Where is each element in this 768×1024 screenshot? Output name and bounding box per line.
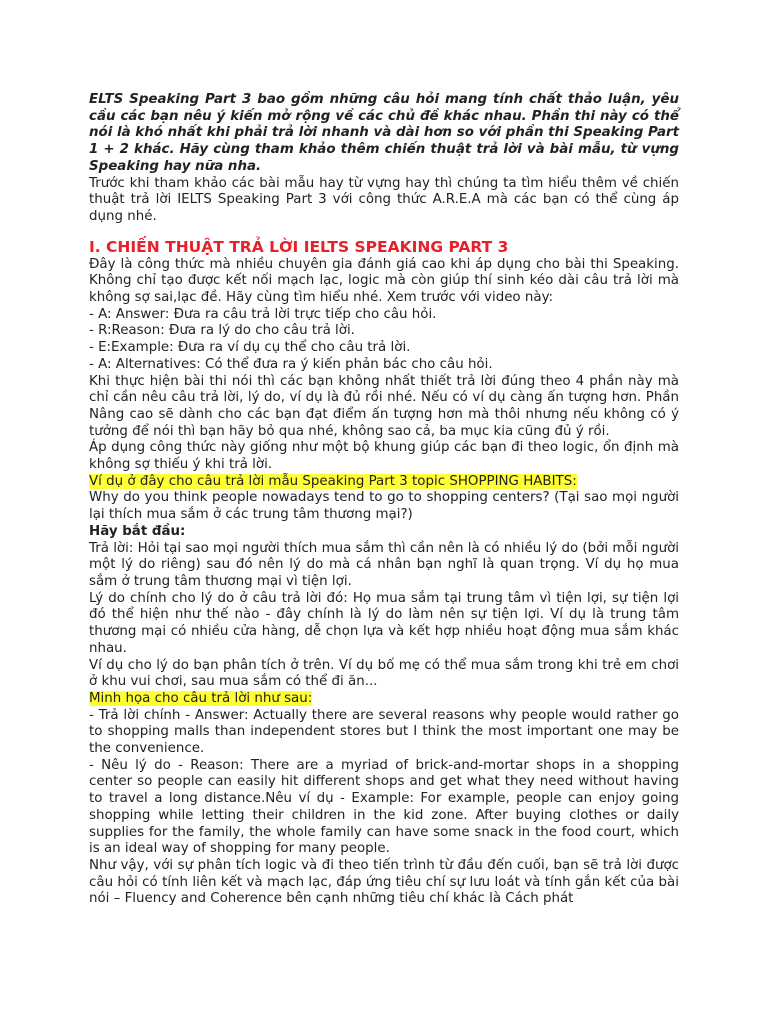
sample-reason-example: - Nêu lý do - Reason: There are a myriad of brick-and-mortar shops in a shopping center so people can easily hit different shops and get what they need without having to travel a long distance.Nêu ví dụ - Example: For example, people can enjoy going shopping while letting their children in the kid zone. After buying clothes or daily supplies for the family, the whole family can have some snack in the food court, which is an ideal way of shopping for many people. — [89, 757, 679, 857]
sample-answer: - Trả lời chính - Answer: Actually there are several reasons why people would rather go to shopping malls than independent stores but I think the most important one may be the convenience. — [89, 707, 679, 757]
section-heading: I. CHIẾN THUẬT TRẢ LỜI IELTS SPEAKING PART 3 — [89, 237, 509, 256]
sample-question: Why do you think people nowadays tend to go to shopping centers? (Tại sao mọi người lại thích mua sắm ở các trung tâm thương mại?) — [89, 490, 679, 523]
intro-paragraph: ELTS Speaking Part 3 bao gồm những câu hỏi mang tính chất thảo luận, yêu cầu các bạn nêu ý kiến mở rộng về các chủ đề khác nhau. Phần thi này có thể nói là khó nhất khi phải trả lời nhanh và dài hơn so với phần thi Speaking Part 1 + 2 khác. Hãy cùng tham khảo thêm chiến thuật trả lời và bài mẫu, từ vựng Speaking hay nữa nha. — [89, 92, 679, 174]
reason-paragraph: Lý do chính cho lý do ở câu trả lời đó: Họ mua sắm tại trung tâm vì tiện lợi, sự tiện lợi đó thể hiện như thế nào - đây chính là lý do làm nên sự tiện lợi. Ví dụ là trung tâm thương mại có nhiều cửa hàng, dễ chọn lựa và kết hợp nhiều hoạt động mua sắm khác nhau. — [89, 590, 679, 656]
example-paragraph: Ví dụ cho lý do bạn phân tích ở trên. Ví dụ bố mẹ có thể mua sắm trong khi trẻ em chơi ở khu vui chơi, sau mua sắm có thể đi ăn... — [89, 657, 679, 690]
list-item: - A: Answer: Đưa ra câu trả lời trực tiếp cho câu hỏi. — [89, 306, 437, 322]
list-item: - R:Reason: Đưa ra lý do cho câu trả lời. — [89, 323, 355, 339]
list-item: - A: Alternatives: Có thể đưa ra ý kiến phản bác cho câu hỏi. — [89, 356, 493, 372]
start-label: Hãy bắt đầu: — [89, 523, 186, 539]
document-page — [89, 92, 679, 908]
list-item: - E:Example: Đưa ra ví dụ cụ thể cho câu trả lời. — [89, 340, 411, 356]
area-description: Đây là công thức mà nhiều chuyên gia đánh giá cao khi áp dụng cho bài thi Speaking. Không chỉ tạo được kết nối mạch lạc, logic mà còn giúp thí sinh kéo dài câu trả lời mà không sợ sai,lạc đề. Hãy cùng tìm hiểu nhé. Xem trước với video này: — [89, 256, 679, 306]
intro-paragraph-2: Trước khi tham khảo các bài mẫu hay từ vựng hay thì chúng ta tìm hiểu thêm về chiến thuật trả lời IELTS Speaking Part 3 với công thức A.R.E.A mà các bạn có thể cùng áp dụng nhé. — [89, 175, 679, 224]
application-paragraph: Áp dụng công thức này giống như một bộ khung giúp các bạn đi theo logic, ổn định mà không sợ thiếu ý khi trả lời. — [89, 440, 679, 473]
answer-paragraph: Trả lời: Hỏi tại sao mọi người thích mua sắm thì cần nên là có nhiều lý do (bởi mỗi người một lý do riêng) sau đó nên lý do mà cá nhân bạn nghĩ là quan trọng. Ví dụ họ mua sắm ở trung tâm thương mại vì tiện lợi. — [89, 540, 679, 589]
conclusion-paragraph: Như vậy, với sự phân tích logic và đi theo tiến trình từ đầu đến cuối, bạn sẽ trả lời được câu hỏi có tính liên kết và mạch lạc, đáp ứng tiêu chí sự lưu loát và tính gắn kết của bài nói – Fluency and Coherence bên cạnh những tiêu chí khác là Cách phát — [89, 857, 679, 907]
explanation-paragraph: Khi thực hiện bài thi nói thì các bạn không nhất thiết trả lời đúng theo 4 phần này mà chỉ cần nêu câu trả lời, lý do, ví dụ là đủ rồi nhé. Nếu có ví dụ càng ấn tượng hơn. Phần Nâng cao sẽ dành cho các bạn đạt điểm ấn tượng hơn mà thôi nhưng nếu không có ý tưởng để nói thì bạn hãy bỏ qua nhé, không sao cả, ba mục kia cũng đủ ý rồi. — [89, 373, 679, 439]
example-highlight: Ví dụ ở đây cho câu trả lời mẫu Speaking Part 3 topic SHOPPING HABITS: — [89, 473, 577, 489]
illustration-highlight: Minh họa cho câu trả lời như sau: — [89, 690, 313, 706]
